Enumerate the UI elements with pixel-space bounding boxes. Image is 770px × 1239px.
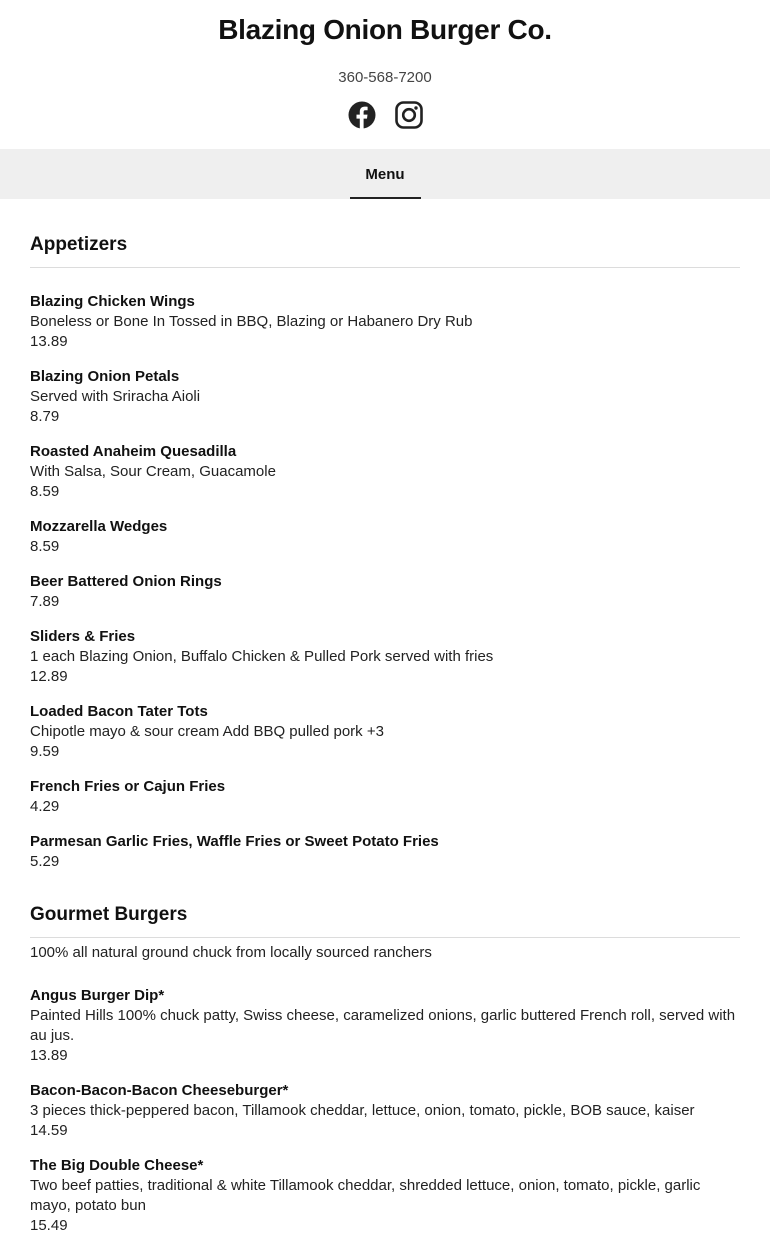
item-price: 4.29 — [30, 798, 60, 815]
facebook-link[interactable] — [348, 101, 376, 129]
section-title: Gourmet Burgers — [30, 904, 188, 925]
phone-number[interactable]: 360-568-7200 — [338, 69, 432, 86]
item-price: 8.79 — [30, 408, 60, 425]
menu-item — [30, 1156, 740, 1236]
item-description: Two beef patties, traditional & white Tillamook cheddar, shredded lettuce, onion, tomato, pickle, garlic mayo, potato bun — [30, 1177, 701, 1214]
item-name: Angus Burger Dip* — [30, 987, 165, 1004]
menu-item — [30, 1081, 740, 1141]
menu-item — [30, 367, 740, 427]
menu-item — [30, 832, 740, 872]
item-description: 3 pieces thick-peppered bacon, Tillamook cheddar, lettuce, onion, tomato, pickle, BOB sauce, kaiser — [30, 1102, 695, 1119]
facebook-icon — [348, 101, 376, 129]
item-price: 14.59 — [30, 1122, 68, 1139]
item-name: Loaded Bacon Tater Tots — [30, 703, 208, 720]
tab-menu[interactable]: Menu — [350, 149, 421, 199]
item-description: With Salsa, Sour Cream, Guacamole — [30, 463, 276, 480]
item-description: Served with Sriracha Aioli — [30, 388, 201, 405]
item-price: 7.89 — [30, 593, 60, 610]
item-name: The Big Double Cheese* — [30, 1157, 204, 1174]
item-name: French Fries or Cajun Fries — [30, 778, 226, 795]
menu-content — [0, 233, 770, 1236]
item-name: Sliders & Fries — [30, 628, 136, 645]
item-description: Painted Hills 100% chuck patty, Swiss cheese, caramelized onions, garlic buttered French roll, served with au jus. — [30, 1007, 736, 1044]
restaurant-name: Blazing Onion Burger Co. — [218, 14, 552, 45]
item-name: Bacon-Bacon-Bacon Cheeseburger* — [30, 1082, 289, 1099]
menu-item — [30, 627, 740, 687]
item-price: 13.89 — [30, 333, 68, 350]
item-name: Mozzarella Wedges — [30, 518, 168, 535]
section-title: Appetizers — [30, 234, 128, 255]
menu-item — [30, 777, 740, 817]
item-description: Boneless or Bone In Tossed in BBQ, Blazing or Habanero Dry Rub — [30, 313, 473, 330]
item-price: 8.59 — [30, 538, 60, 555]
item-price: 12.89 — [30, 668, 68, 685]
item-description: 1 each Blazing Onion, Buffalo Chicken & Pulled Pork served with fries — [30, 648, 494, 665]
item-name: Roasted Anaheim Quesadilla — [30, 443, 237, 460]
item-price: 8.59 — [30, 483, 60, 500]
menu-item — [30, 517, 740, 557]
menu-item — [30, 572, 740, 612]
item-name: Blazing Chicken Wings — [30, 293, 195, 310]
menu-item — [30, 702, 740, 762]
item-name: Beer Battered Onion Rings — [30, 573, 222, 590]
instagram-link[interactable] — [395, 101, 423, 129]
item-name: Parmesan Garlic Fries, Waffle Fries or Sweet Potato Fries — [30, 833, 439, 850]
nav-bar — [0, 149, 770, 199]
item-price: 13.89 — [30, 1047, 68, 1064]
item-price: 9.59 — [30, 743, 60, 760]
menu-item — [30, 442, 740, 502]
item-price: 5.29 — [30, 853, 60, 870]
item-price: 15.49 — [30, 1217, 68, 1234]
item-name: Blazing Onion Petals — [30, 368, 180, 385]
section-divider — [30, 267, 740, 268]
section-divider — [30, 937, 740, 938]
menu-item — [30, 986, 740, 1066]
site-header — [0, 0, 770, 149]
item-description: Chipotle mayo & sour cream Add BBQ pulled pork +3 — [30, 723, 384, 740]
menu-item — [30, 292, 740, 352]
social-links — [0, 101, 770, 129]
menu-section-appetizers — [30, 233, 740, 872]
menu-section-gourmet-burgers — [30, 903, 740, 1236]
instagram-icon — [395, 101, 423, 129]
section-description: 100% all natural ground chuck from locally sourced ranchers — [30, 944, 432, 961]
